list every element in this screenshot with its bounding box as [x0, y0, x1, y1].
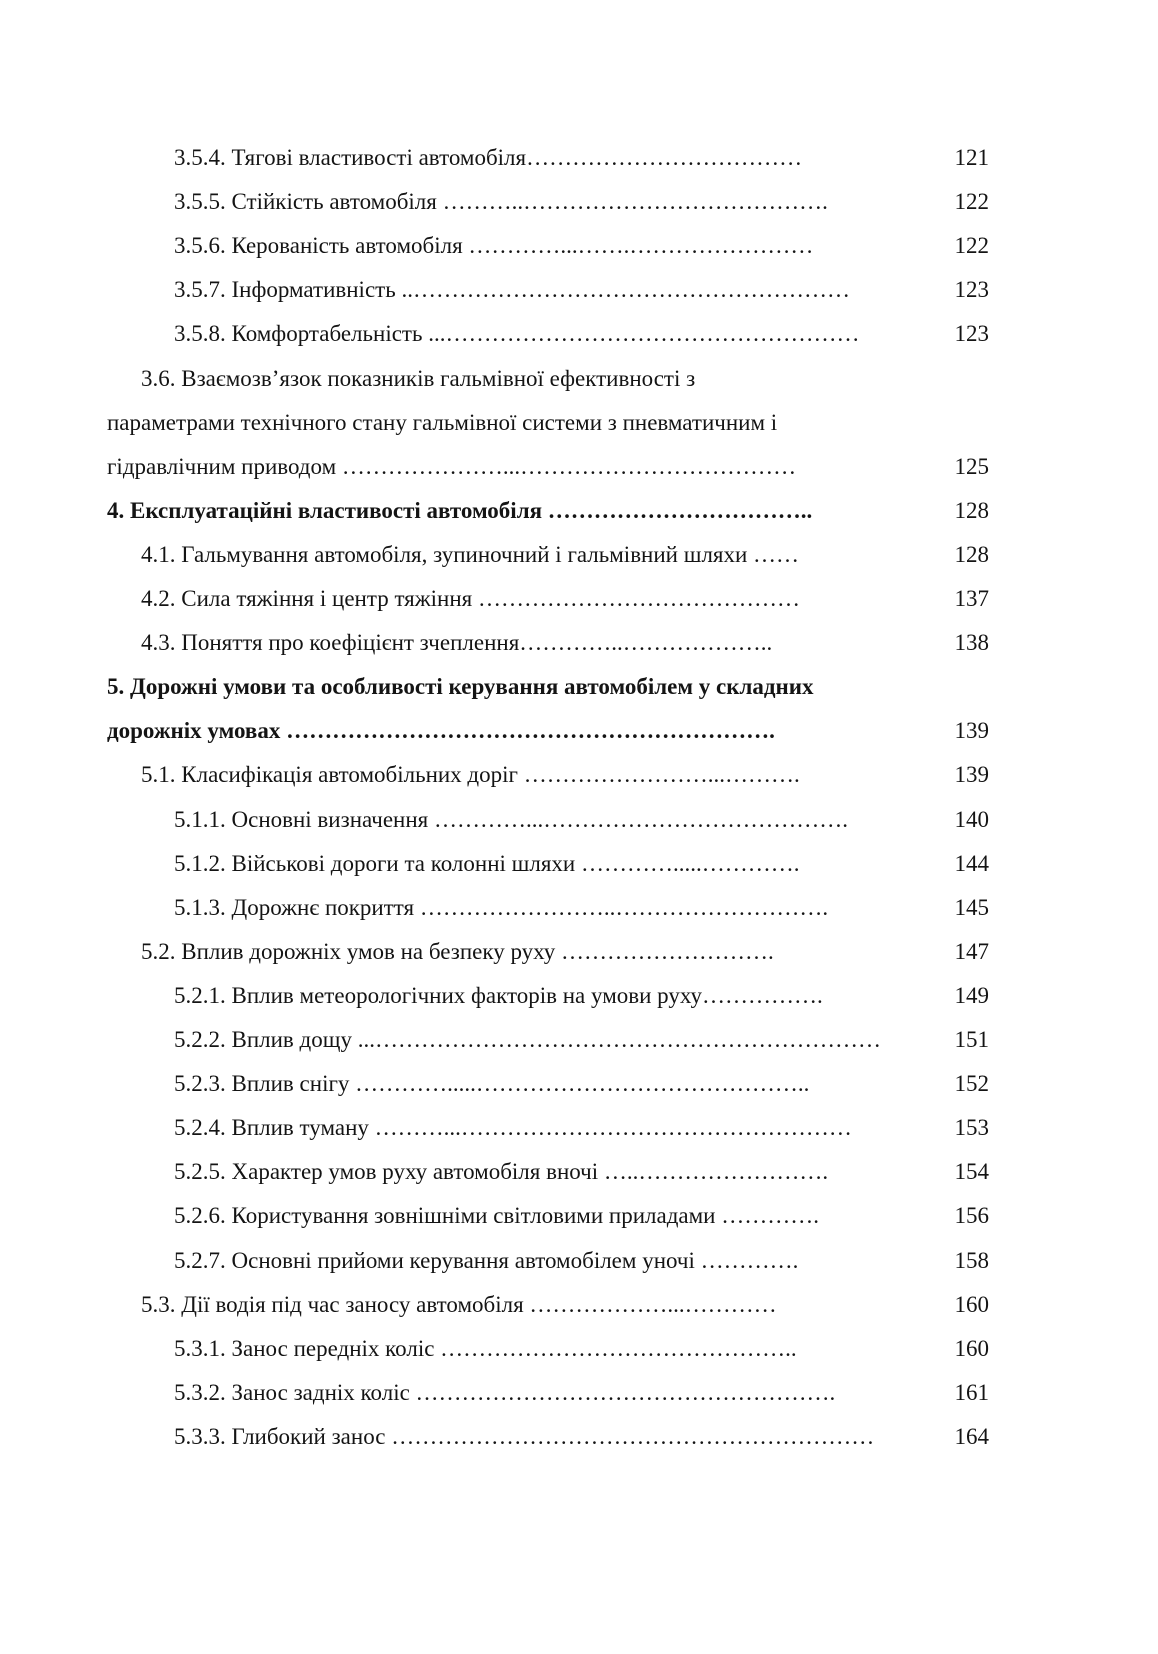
toc-entry-title: 4.1. Гальмування автомобіля, зупиночний і гальмівний шляхи ……	[141, 542, 800, 567]
toc-entry	[174, 891, 1000, 925]
toc-entry-title: гідравлічним приводом …………………...………………………………	[107, 454, 797, 479]
toc-entry-page-number: 145	[954, 895, 989, 920]
toc-entry-page-number: 139	[954, 762, 989, 787]
toc-entry	[174, 1067, 1000, 1101]
toc-entry	[141, 362, 1000, 396]
toc-entry-title: 5.3.3. Глибокий занос ………………………………………………………	[174, 1424, 875, 1449]
toc-entry-title: 5.2.3. Вплив снігу ………….....……………………………………..	[174, 1071, 810, 1096]
toc-entry	[141, 935, 1000, 969]
toc-entry	[174, 1023, 1000, 1057]
toc-entry-title: 5.2.6. Користування зовнішніми світловими приладами ………….	[174, 1203, 819, 1228]
toc-entry	[141, 582, 1000, 616]
toc-entry-title: 5.2. Вплив дорожніх умов на безпеку руху ……………………….	[141, 939, 774, 964]
toc-entry-page-number: 147	[954, 939, 989, 964]
toc-entry-page-number: 122	[954, 233, 989, 258]
toc-entry-title: 5.3. Дії водія під час заносу автомобіля ………………...…………	[141, 1292, 777, 1317]
toc-entry-title: 4. Експлуатаційні властивості автомобіля ……………………………..	[107, 498, 813, 523]
toc-entry-title: 5.2.1. Вплив метеорологічних факторів на умови руху…………….	[174, 983, 823, 1008]
toc-entry	[141, 626, 1000, 660]
toc-entry	[141, 1288, 1000, 1322]
toc-entry	[107, 670, 1000, 704]
toc-entry-page-number: 160	[954, 1336, 989, 1361]
toc-entry	[174, 1376, 1000, 1410]
toc-entry	[174, 185, 1000, 219]
toc-entry	[174, 1199, 1000, 1233]
toc-entry-page-number: 152	[954, 1071, 989, 1096]
toc-entry	[141, 538, 1000, 572]
toc-entry-page-number: 153	[954, 1115, 989, 1140]
toc-entry-title: 3.5.8. Комфортабельність ...………………………………………………	[174, 321, 860, 346]
toc-entry-page-number: 123	[954, 321, 989, 346]
toc-entry-page-number: 121	[954, 145, 989, 170]
toc-entry-title: 5.1.2. Військові дороги та колонні шляхи ………….....………….	[174, 851, 800, 876]
toc-entry-title: 5.2.4. Вплив туману ………...……………………………………………	[174, 1115, 852, 1140]
toc-entry-title: 3.5.7. Інформативність ..…………………………………………………	[174, 277, 850, 302]
toc-entry-title: 5.1.3. Дорожнє покриття ……………………..……………………….	[174, 895, 829, 920]
toc-entry-page-number: 154	[954, 1159, 989, 1184]
toc-entry	[174, 229, 1000, 263]
toc-entry-title: 5.2.2. Вплив дощу ...…………………………………………………………	[174, 1027, 881, 1052]
toc-entry-title: 3.5.4. Тягові властивості автомобіля………………………………	[174, 145, 803, 170]
toc-entry	[174, 1244, 1000, 1278]
toc-entry	[107, 494, 1000, 528]
toc-entry-page-number: 140	[954, 807, 989, 832]
toc-entry-title: дорожніх умовах ……………………………………………………….	[107, 718, 775, 743]
toc-entry	[174, 141, 1000, 175]
toc-entry-page-number: 161	[954, 1380, 989, 1405]
toc-entry-title: 3.5.5. Стійкість автомобіля ………..………………………………….	[174, 189, 828, 214]
toc-entry	[174, 803, 1000, 837]
toc-entry	[107, 406, 1000, 440]
toc-entry-title: 5.2.7. Основні прийоми керування автомобілем уночі ………….	[174, 1248, 799, 1273]
toc-entry-page-number: 160	[954, 1292, 989, 1317]
toc-entry-page-number: 158	[954, 1248, 989, 1273]
toc-entry-page-number: 137	[954, 586, 989, 611]
toc-entry-page-number: 138	[954, 630, 989, 655]
toc-entry-page-number: 144	[954, 851, 989, 876]
toc-entry	[174, 847, 1000, 881]
toc-entry-page-number: 128	[954, 542, 989, 567]
toc-entry-page-number: 125	[954, 454, 989, 479]
toc-entry	[107, 450, 1000, 484]
toc-entry-title: 3.5.6. Керованість автомобіля …………...…….……………………	[174, 233, 814, 258]
toc-entry-title: 5.3.2. Занос задніх коліс ……………………………………………….	[174, 1380, 836, 1405]
toc-entry-page-number: 156	[954, 1203, 989, 1228]
toc-entry-page-number: 151	[954, 1027, 989, 1052]
toc-entry	[141, 758, 1000, 792]
toc-entry-title: 5.2.5. Характер умов руху автомобіля вночі …..…………………….	[174, 1159, 829, 1184]
toc-entry	[107, 714, 1000, 748]
toc-entry	[174, 1111, 1000, 1145]
toc-entry-page-number: 128	[954, 498, 989, 523]
toc-entry	[174, 979, 1000, 1013]
toc-entry-page-number: 123	[954, 277, 989, 302]
toc-entry-title: 5.1. Класифікація автомобільних доріг ……………………...……….	[141, 762, 800, 787]
toc-entry	[174, 1155, 1000, 1189]
toc-entry-page-number: 122	[954, 189, 989, 214]
toc-entry-page-number: 139	[954, 718, 989, 743]
toc-entry-title: 5. Дорожні умови та особливості керування автомобілем у складних	[107, 674, 814, 699]
toc-entry-title: параметрами технічного стану гальмівної системи з пневматичним і	[107, 410, 778, 435]
toc-entry-page-number: 149	[954, 983, 989, 1008]
toc-entry	[174, 273, 1000, 307]
toc-entry-title: 4.3. Поняття про коефіцієнт зчеплення…………..………………..	[141, 630, 773, 655]
toc-entry	[174, 1332, 1000, 1366]
toc-entry-page-number: 164	[954, 1424, 989, 1449]
toc-entry	[174, 1420, 1000, 1454]
toc-entry-title: 5.1.1. Основні визначення …………...………………………………….	[174, 807, 849, 832]
toc-entry-title: 3.6. Взаємозв’язок показників гальмівної ефективності з	[141, 366, 696, 391]
toc-entry	[174, 317, 1000, 351]
toc-entry-title: 5.3.1. Занос передніх коліс ………………………………………..	[174, 1336, 797, 1361]
toc-entry-title: 4.2. Сила тяжіння і центр тяжіння ……………………………………	[141, 586, 800, 611]
